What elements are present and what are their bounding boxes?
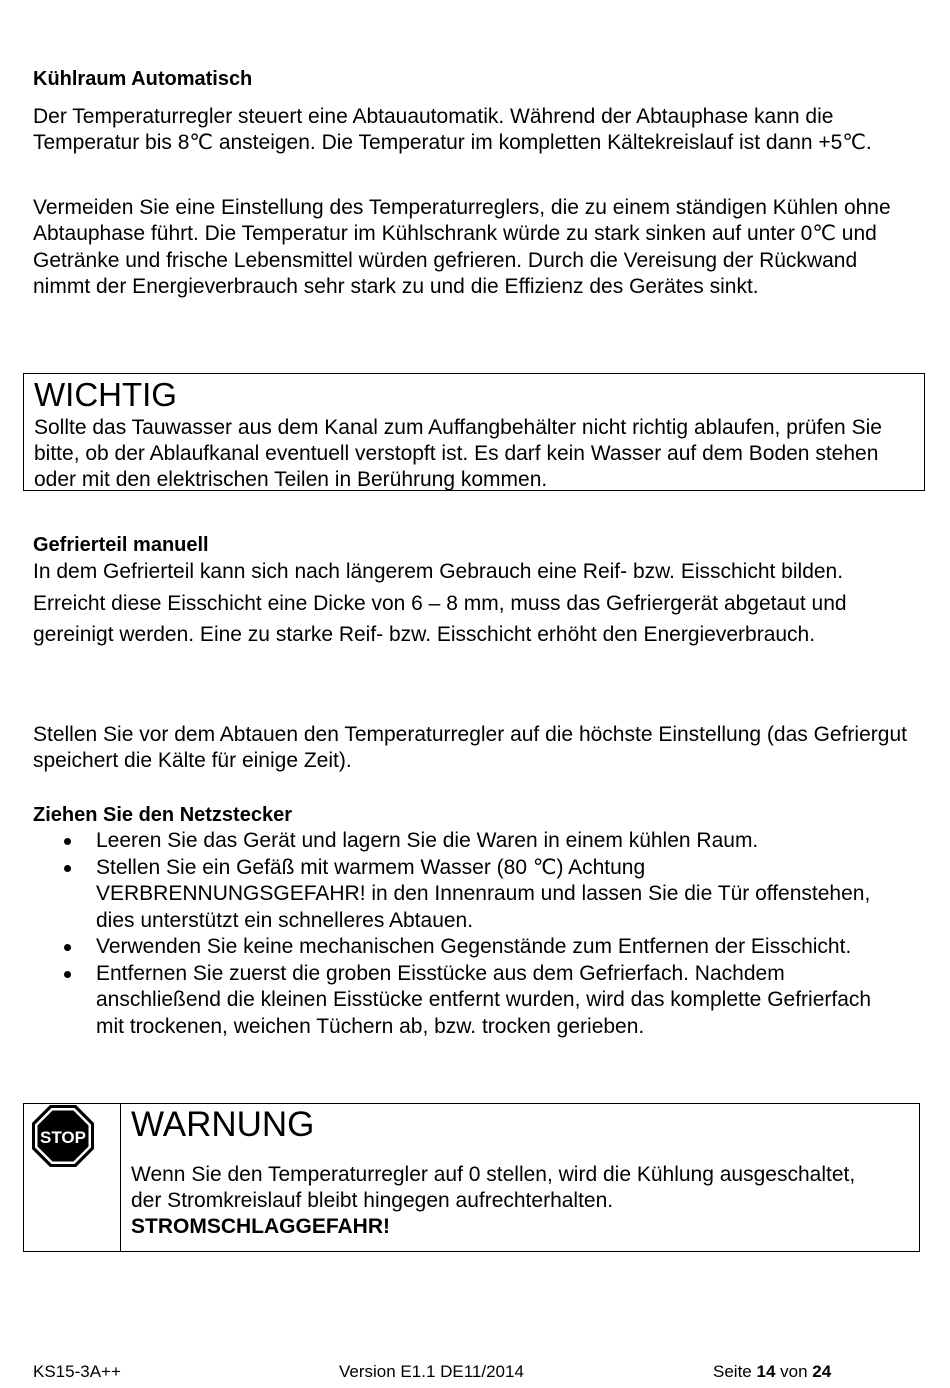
bullet-icon bbox=[64, 971, 71, 978]
paragraph-abtauautomatik: Der Temperaturregler steuert eine Abtauautomatik. Während der Abtauphase kann die Temperatur bis 8℃ ansteigen. Die Temperatur im kompletten Kältekreislauf ist dann +5℃. bbox=[33, 105, 872, 155]
bullet-icon bbox=[64, 865, 71, 872]
important-title: WICHTIG bbox=[34, 376, 177, 413]
paragraph-eisschicht: In dem Gefrierteil kann sich nach längerem Gebrauch eine Reif- bzw. Eisschicht bilden. Erreicht diese Eisschicht eine Dicke von 6 – 8 mm, muss das Gefriergerät abgetaut und gereinigt werden. Eine zu starke Reif- bzw. Eisschicht erhöht den Energieverbrauch. bbox=[33, 560, 847, 646]
important-text: Sollte das Tauwasser aus dem Kanal zum Auffangbehälter nicht richtig ablaufen, prüfen Sie bitte, ob der Ablaufkanal eventuell verstopft ist. Es darf kein Wasser auf dem Boden stehen oder mit den elektrischen Teilen in Berührung kommen. bbox=[34, 416, 882, 491]
stop-sign-icon bbox=[31, 1104, 95, 1168]
instruction-list bbox=[0, 828, 900, 1040]
warning-message: Wenn Sie den Temperaturregler auf 0 stellen, wird die Kühlung ausgeschaltet, der Stromkreislauf bleibt hingegen aufrechterhalten. bbox=[131, 1163, 856, 1212]
footer-model: KS15-3A++ bbox=[33, 1362, 121, 1381]
warning-box bbox=[23, 1103, 920, 1252]
paragraph-abtauen: Stellen Sie vor dem Abtauen den Temperaturregler auf die höchste Einstellung (das Gefriergut speichert die Kälte für einige Zeit). bbox=[33, 723, 907, 773]
paragraph-einstellung: Vermeiden Sie eine Einstellung des Temperaturreglers, die zu einem ständigen Kühlen ohne Abtauphase führt. Die Temperatur im Kühlschrank würde zu stark sinken auf unter 0℃ und Getränke und frische Lebensmittel würden gefrieren. Durch die Vereisung der Rückwand nimmt der Energieverbrauch sehr stark zu und die Effizienz des Gerätes sinkt. bbox=[33, 196, 891, 298]
list-item: Leeren Sie das Gerät und lagern Sie die Waren in einem kühlen Raum. bbox=[0, 828, 900, 855]
section-heading-kuehlraum: Kühlraum Automatisch bbox=[33, 68, 253, 90]
warning-emphasis: STROMSCHLAGGEFAHR! bbox=[131, 1215, 390, 1238]
bullet-icon bbox=[64, 944, 71, 951]
important-box bbox=[23, 373, 925, 491]
list-item: Stellen Sie ein Gefäß mit warmem Wasser (80 ℃) Achtung VERBRENNUNGSGEFAHR! in den Innenraum und lassen Sie die Tür offenstehen, dies unterstützt ein schnelleres Abtauen. bbox=[0, 855, 900, 935]
list-item: Verwenden Sie keine mechanischen Gegenstände zum Entfernen der Eisschicht. bbox=[0, 934, 900, 961]
section-heading-netzstecker: Ziehen Sie den Netzstecker bbox=[33, 804, 292, 826]
bullet-icon bbox=[64, 838, 71, 845]
footer-page-number: Seite 14 von 24 bbox=[713, 1362, 832, 1381]
list-item: Entfernen Sie zuerst die groben Eisstücke aus dem Gefrierfach. Nachdem anschließend die kleinen Eisstücke entfernt wurden, wird das komplette Gefrierfach mit trockenen, weichen Tüchern ab, bzw. trocken gerieben. bbox=[0, 961, 900, 1041]
warning-divider bbox=[120, 1104, 121, 1251]
footer-version: Version E1.1 DE11/2014 bbox=[339, 1362, 524, 1381]
warning-title: WARNUNG bbox=[131, 1105, 315, 1144]
svg-text:STOP: STOP bbox=[40, 1128, 86, 1147]
warning-text bbox=[131, 1162, 891, 1240]
section-heading-gefrierteil: Gefrierteil manuell bbox=[33, 534, 209, 556]
